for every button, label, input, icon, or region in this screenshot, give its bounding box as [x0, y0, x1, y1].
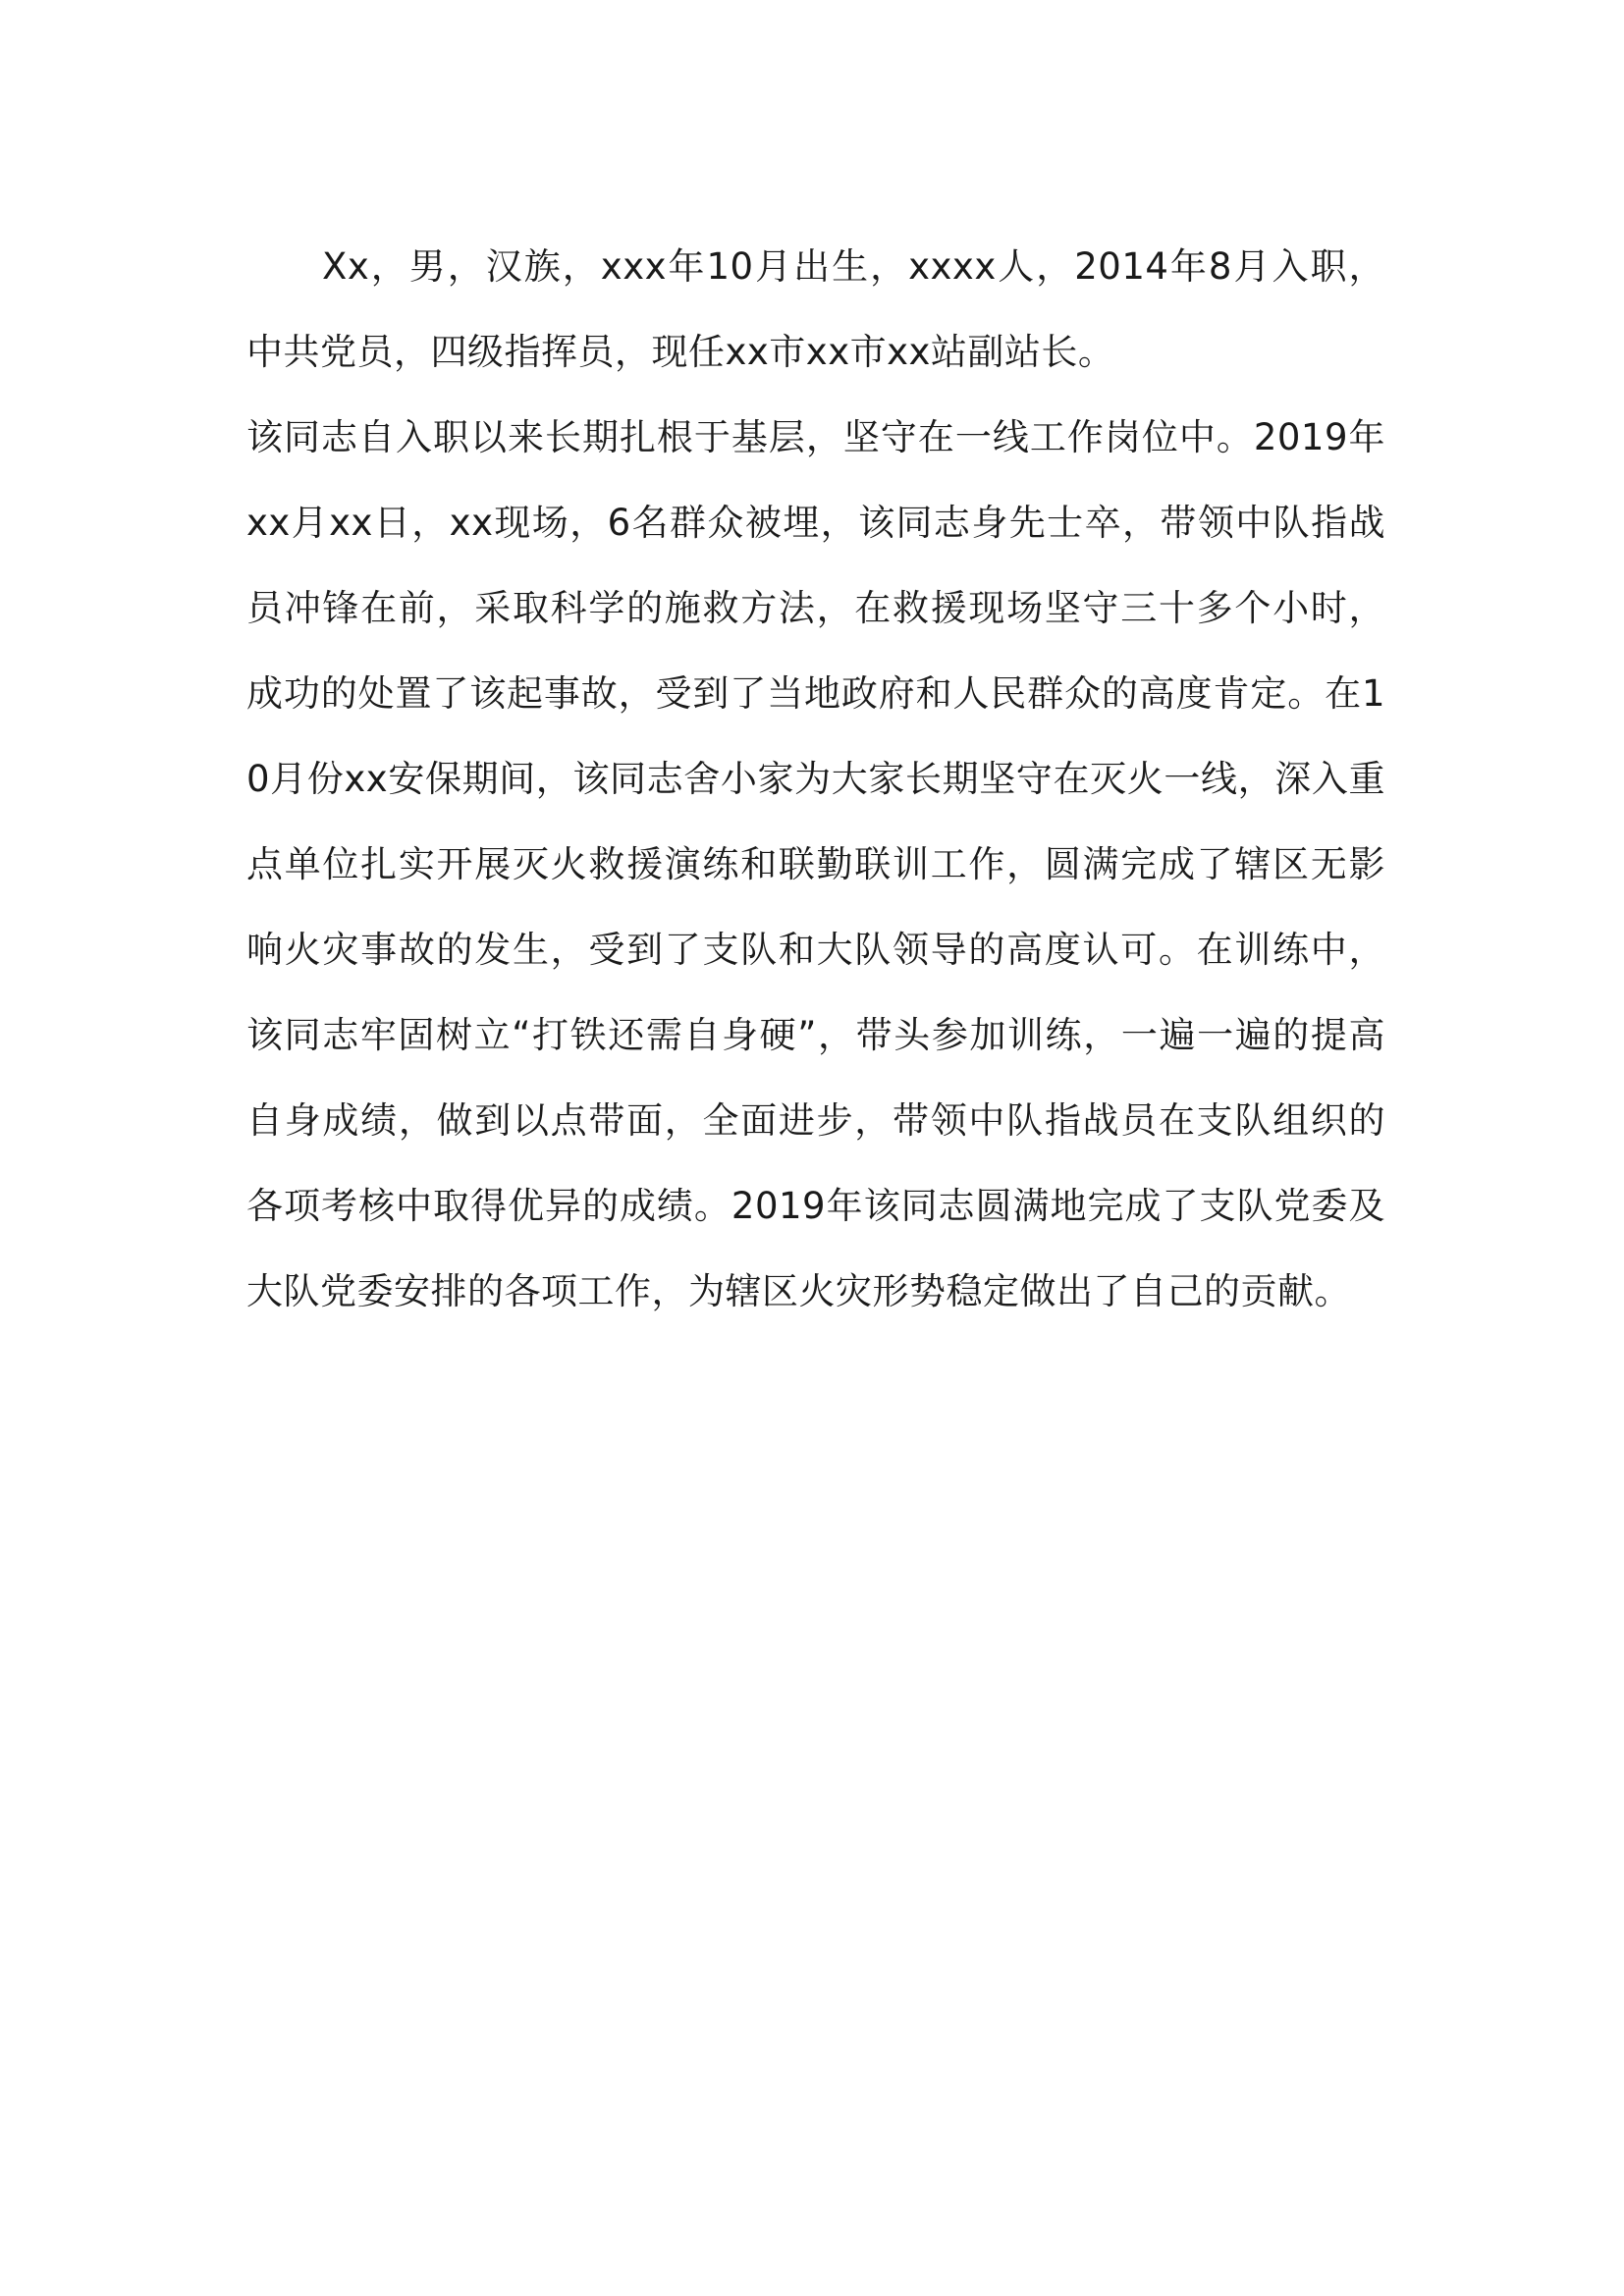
document-body: [246, 224, 1385, 1334]
paragraph-deeds: 该同志自入职以来长期扎根于基层，坚守在一线工作岗位中。2019年xx月xx日，xx现场，6名群众被埋，该同志身先士卒，带领中队指战员冲锋在前，采取科学的施救方法，在救援现场坚守三十多个小时，成功的处置了该起事故，受到了当地政府和人民群众的高度肯定。在10月份xx安保期间，该同志舍小家为大家长期坚守在灭火一线，深入重点单位扎实开展灭火救援演练和联勤联训工作，圆满完成了辖区无影响火灾事故的发生，受到了支队和大队领导的高度认可。在训练中，该同志牢固树立“打铁还需自身硬”，带头参加训练，一遍一遍的提高自身成绩，做到以点带面，全面进步，带领中队指战员在支队组织的各项考核中取得优异的成绩。2019年该同志圆满地完成了支队党委及大队党委安排的各项工作，为辖区火灾形势稳定做出了自己的贡献。: [246, 416, 1385, 1312]
paragraph-personal-info: Xx，男，汉族，xxx年10月出生，xxxx人，2014年8月入职，中共党员，四级指挥员，现任xx市xx市xx站副站长。: [246, 245, 1385, 373]
